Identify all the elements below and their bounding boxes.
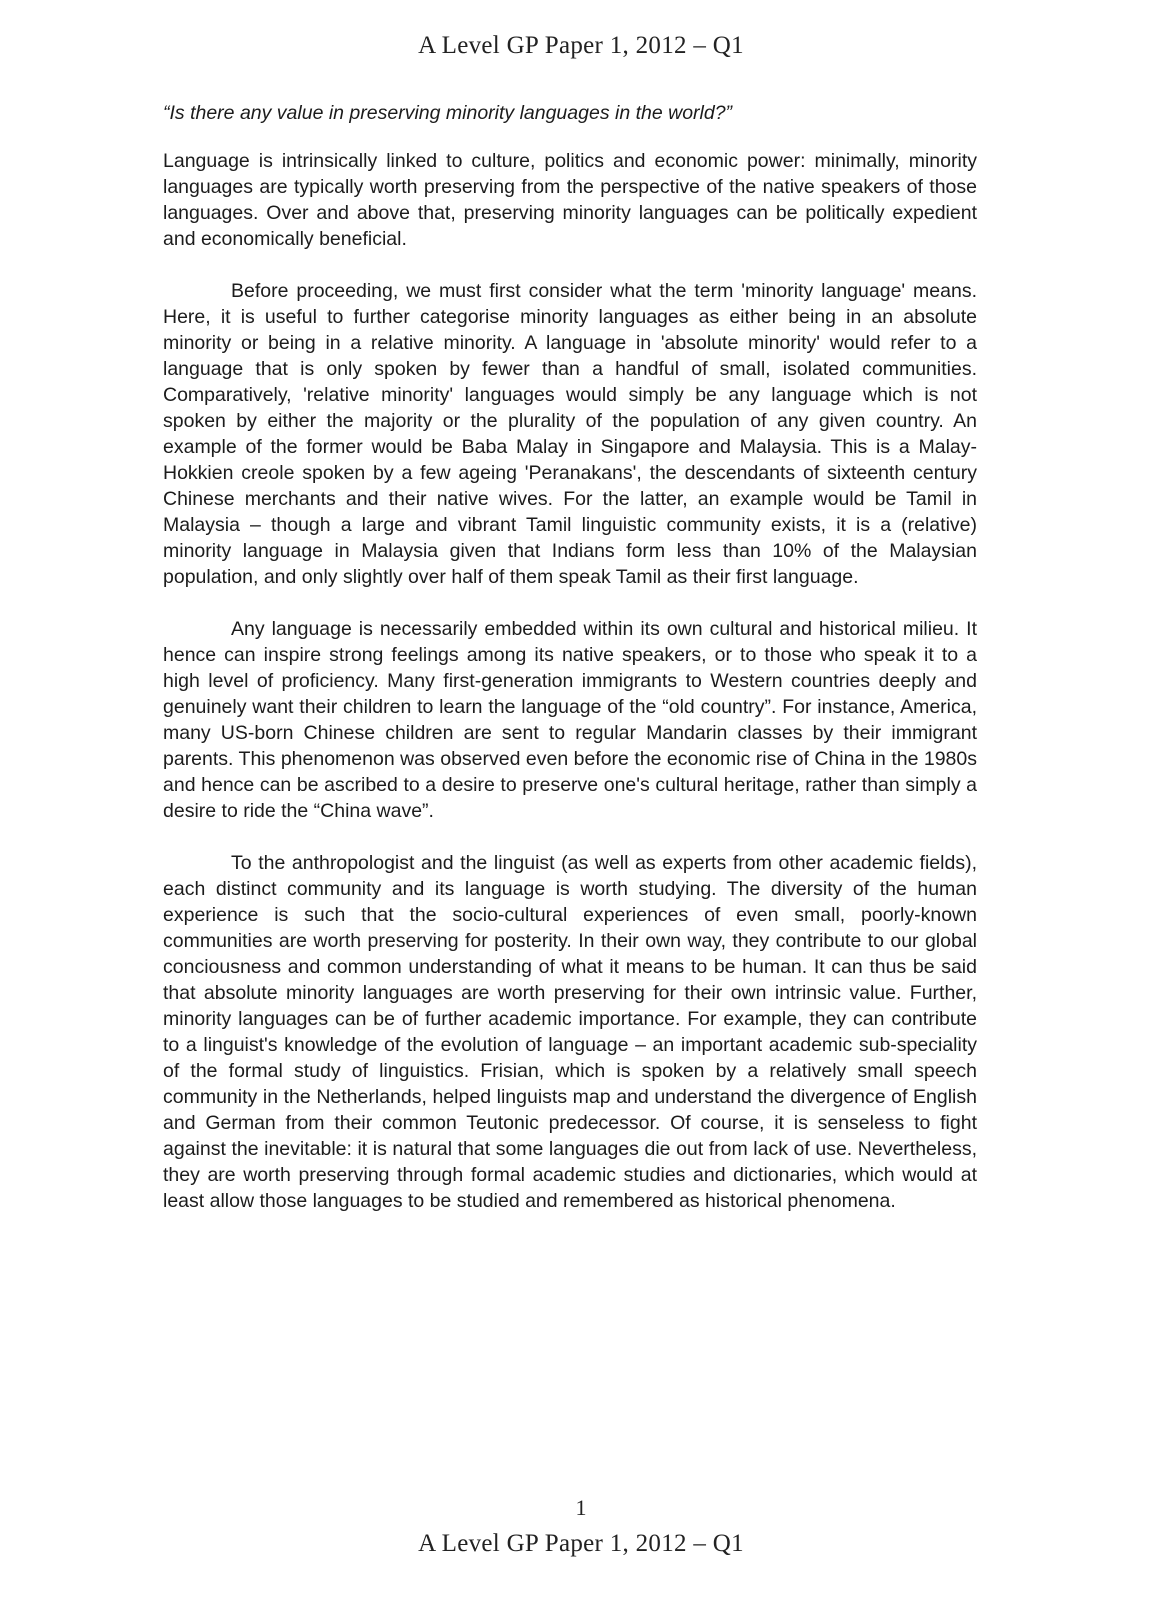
paragraph-introduction: Language is intrinsically linked to culture, politics and economic power: minimally, minority languages are typically worth preserving from the perspective of the native speakers of those languages. Over and above that, preserving minority languages can be politically expedient and economically beneficial. bbox=[163, 150, 977, 250]
page-header: A Level GP Paper 1, 2012 – Q1 bbox=[418, 32, 744, 59]
page-number: 1 bbox=[575, 1495, 587, 1520]
paragraph-cultural-heritage: Any language is necessarily embedded within its own cultural and historical milieu. It hence can inspire strong feelings among its native speakers, or to those who speak it to a high level of proficiency. Many first-generation immigrants to Western countries deeply and genuinely want their children to learn the language of the “old country”. For instance, America, many US-born Chinese children are sent to regular Mandarin classes by their immigrant parents. This phenomenon was observed even before the economic rise of China in the 1980s and hence can be ascribed to a desire to preserve one's cultural heritage, rather than simply a desire to ride the “China wave”. bbox=[163, 618, 977, 822]
paragraph-academic-value: To the anthropologist and the linguist (as well as experts from other academic fields), each distinct community and its language is worth studying. The diversity of the human experience is such that the socio-cultural experiences of even small, poorly-known communities are worth preserving for posterity. In their own way, they contribute to our global conciousness and common understanding of what it means to be human. It can thus be said that absolute minority languages are worth preserving for their own intrinsic value. Further, minority languages can be of further academic importance. For example, they can contribute to a linguist's knowledge of the evolution of language – an important academic sub-speciality of the formal study of linguistics. Frisian, which is spoken by a relatively small speech community in the Netherlands, helped linguists map and understand the divergence of English and German from their common Teutonic predecessor. Of course, it is senseless to fight against the inevitable: it is natural that some languages die out from lack of use. Nevertheless, they are worth preserving through formal academic studies and dictionaries, which would at least allow those languages to be studied and remembered as historical phenomena. bbox=[163, 852, 977, 1212]
paragraph-definition: Before proceeding, we must first consider what the term 'minority language' means. Here, it is useful to further categorise minority languages as either being in an absolute minority or being in a relative minority. A language in 'absolute minority' would refer to a language that is only spoken by fewer than a handful of small, isolated communities. Comparatively, 'relative minority' languages would simply be any language which is not spoken by either the majority or the plurality of the population of any given country. An example of the former would be Baba Malay in Singapore and Malaysia. This is a Malay-Hokkien creole spoken by a few ageing 'Peranakans', the descendants of sixteenth century Chinese merchants and their native wives. For the latter, an example would be Tamil in Malaysia – though a large and vibrant Tamil linguistic community exists, it is a (relative) minority language in Malaysia given that Indians form less than 10% of the Malaysian population, and only slightly over half of them speak Tamil as their first language. bbox=[163, 280, 977, 588]
page-footer: A Level GP Paper 1, 2012 – Q1 bbox=[418, 1530, 744, 1557]
essay-body bbox=[163, 100, 977, 1240]
essay-question: “Is there any value in preserving minority languages in the world?” bbox=[163, 102, 733, 124]
